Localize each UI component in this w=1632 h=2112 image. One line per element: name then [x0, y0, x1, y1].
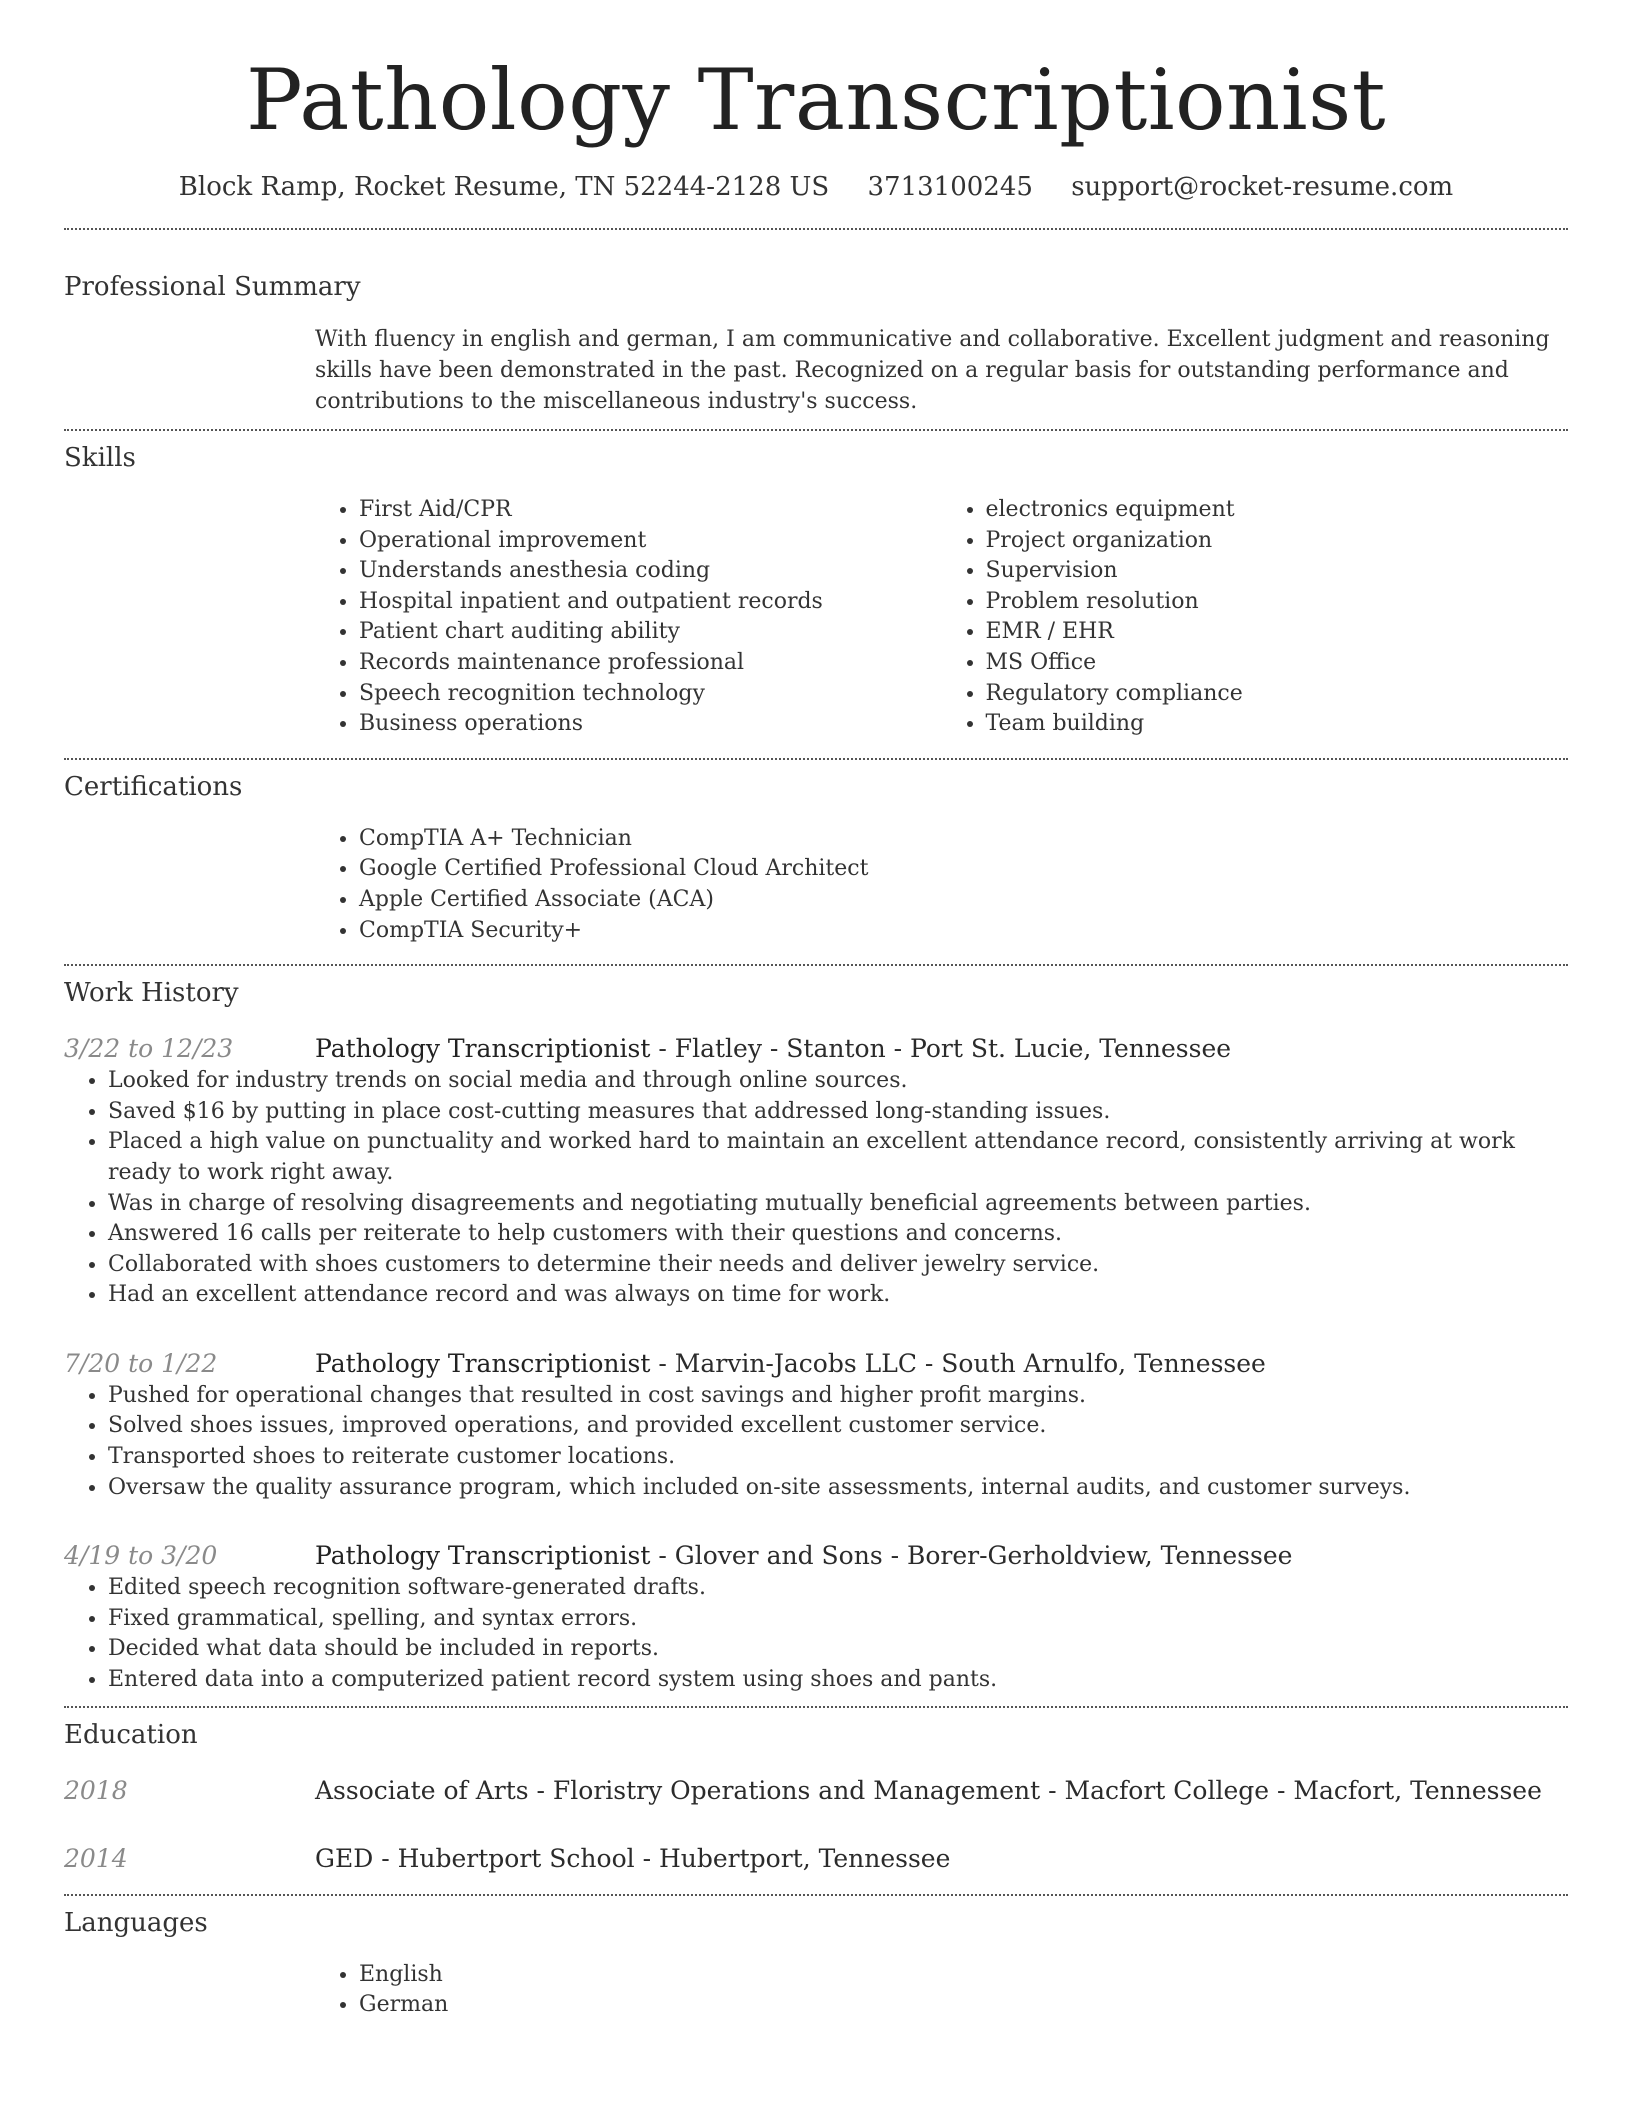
education-details: - Macfort College - Macfort, Tennessee: [1040, 1775, 1542, 1805]
job-bullet: • Entered data into a computerized patient record system using shoes and pants.: [108, 1665, 1568, 1696]
skill-item: • Regulatory compliance: [986, 679, 1569, 710]
skill-item: • EMR / EHR: [986, 617, 1569, 648]
job-entry: [64, 1347, 1568, 1503]
work-history-title: Work History: [64, 978, 239, 1009]
certifications-title: Certifications: [64, 771, 243, 802]
job-entry: [64, 1539, 1568, 1695]
job-bullets: [64, 1381, 1568, 1503]
skills-list-left: [315, 495, 942, 740]
contact-phone: 3713100245: [867, 172, 1033, 202]
job-role: Pathology Transcriptionist: [315, 1348, 651, 1378]
section-divider: [64, 1894, 1568, 1896]
education-year: 2018: [64, 1775, 128, 1805]
job-details: - Glover and Sons - Borer-Gerholdview, Tennessee: [650, 1541, 1293, 1571]
education-degree: GED: [315, 1843, 374, 1873]
skill-item: • Project organization: [986, 526, 1569, 557]
section-divider: [64, 1706, 1568, 1708]
job-heading: [315, 1347, 1568, 1381]
section-divider: [64, 429, 1568, 431]
job-entry: [64, 1032, 1568, 1311]
contact-address: Block Ramp, Rocket Resume, TN 52244-2128 US: [178, 172, 830, 202]
summary-title: Professional Summary: [64, 272, 361, 302]
job-bullet: • Saved $16 by putting in place cost-cutting measures that addressed long-standing issues.: [108, 1097, 1568, 1128]
job-bullet: • Pushed for operational changes that resulted in cost savings and higher profit margins.: [108, 1381, 1568, 1412]
job-bullet: • Answered 16 calls per reiterate to help customers with their questions and concerns.: [108, 1219, 1568, 1250]
job-details: - Flatley - Stanton - Port St. Lucie, Tennessee: [650, 1034, 1232, 1064]
job-bullet: • Edited speech recognition software-generated drafts.: [108, 1573, 1568, 1604]
skill-item: • First Aid/CPR: [359, 495, 942, 526]
education-entry: [64, 1774, 1568, 1808]
education-title: Education: [64, 1719, 198, 1750]
job-dates: 4/19 to 3/20: [64, 1541, 218, 1571]
education-section: [64, 1718, 1568, 1876]
education-heading: [315, 1842, 1568, 1876]
section-divider: [64, 758, 1568, 760]
job-heading: [315, 1539, 1568, 1573]
job-role: Pathology Transcriptionist: [315, 1034, 651, 1064]
languages-list: [315, 1960, 1568, 2021]
education-details: - Hubertport School - Hubertport, Tennessee: [373, 1843, 951, 1873]
skill-item: • MS Office: [986, 648, 1569, 679]
contact-email: support@rocket-resume.com: [1071, 172, 1454, 202]
job-bullet: • Looked for industry trends on social media and through online sources.: [108, 1066, 1568, 1097]
skill-item: • Business operations: [359, 709, 942, 740]
work-history-section: [64, 976, 1568, 1696]
languages-title: Languages: [64, 1907, 208, 1938]
job-details: - Marvin-Jacobs LLC - South Arnulfo, Tennessee: [650, 1348, 1266, 1378]
summary-text: With fluency in english and german, I am communicative and collaborative. Excellent judgment and reasoning skills have been demonstrated in the past. Recognized on a regular basis for outstanding performance and contributions to the miscellaneous industry's success.: [315, 327, 1550, 414]
skill-item: • Speech recognition technology: [359, 679, 942, 710]
skills-title: Skills: [64, 443, 136, 473]
job-dates: 3/22 to 12/23: [64, 1034, 234, 1064]
certification-item: • CompTIA Security+: [359, 916, 1568, 947]
section-divider: [64, 228, 1568, 230]
skill-item: • Records maintenance professional: [359, 648, 942, 679]
skills-list-right: [942, 495, 1569, 740]
job-bullet: • Was in charge of resolving disagreements and negotiating mutually beneficial agreements between parties.: [108, 1189, 1568, 1220]
job-bullet: • Decided what data should be included in reports.: [108, 1634, 1568, 1665]
education-heading: [315, 1774, 1568, 1808]
skill-item: • Team building: [986, 709, 1569, 740]
job-dates: 7/20 to 1/22: [64, 1348, 218, 1378]
language-item: • English: [359, 1960, 1568, 1991]
certifications-section: [64, 770, 1568, 946]
certifications-list: [315, 824, 1568, 946]
skills-section: [64, 441, 1568, 740]
education-degree: Associate of Arts - Floristry Operations and Management: [315, 1775, 1041, 1805]
skill-item: • electronics equipment: [986, 495, 1569, 526]
education-year: 2014: [64, 1843, 128, 1873]
skill-item: • Supervision: [986, 556, 1569, 587]
resume-page: [64, 0, 1568, 2021]
certification-item: • CompTIA A+ Technician: [359, 824, 1568, 855]
job-heading: [315, 1032, 1568, 1066]
job-bullets: [64, 1066, 1568, 1311]
skill-item: • Understands anesthesia coding: [359, 556, 942, 587]
certification-item: • Google Certified Professional Cloud Architect: [359, 854, 1568, 885]
job-bullet: • Had an excellent attendance record and was always on time for work.: [108, 1280, 1568, 1311]
job-role: Pathology Transcriptionist: [315, 1541, 651, 1571]
certification-item: • Apple Certified Associate (ACA): [359, 885, 1568, 916]
job-bullet: • Transported shoes to reiterate customer locations.: [108, 1442, 1568, 1473]
resume-name: Pathology Transcriptionist: [246, 51, 1386, 149]
job-bullet: • Fixed grammatical, spelling, and syntax errors.: [108, 1604, 1568, 1635]
skill-item: • Hospital inpatient and outpatient records: [359, 587, 942, 618]
job-bullet: • Placed a high value on punctuality and worked hard to maintain an excellent attendance record, consistently arriving at work ready to work right away.: [108, 1127, 1568, 1188]
language-item: • German: [359, 1990, 1568, 2021]
section-divider: [64, 964, 1568, 966]
job-bullets: [64, 1573, 1568, 1695]
skill-item: • Patient chart auditing ability: [359, 617, 942, 648]
education-entry: [64, 1842, 1568, 1876]
job-bullet: • Collaborated with shoes customers to determine their needs and deliver jewelry service.: [108, 1250, 1568, 1281]
job-bullet: • Oversaw the quality assurance program, which included on-site assessments, internal audits, and customer surveys.: [108, 1473, 1568, 1504]
summary-section: [64, 270, 1568, 417]
skill-item: • Operational improvement: [359, 526, 942, 557]
contact-line: [64, 170, 1568, 204]
job-bullet: • Solved shoes issues, improved operations, and provided excellent customer service.: [108, 1411, 1568, 1442]
languages-section: [64, 1906, 1568, 2021]
skill-item: • Problem resolution: [986, 587, 1569, 618]
